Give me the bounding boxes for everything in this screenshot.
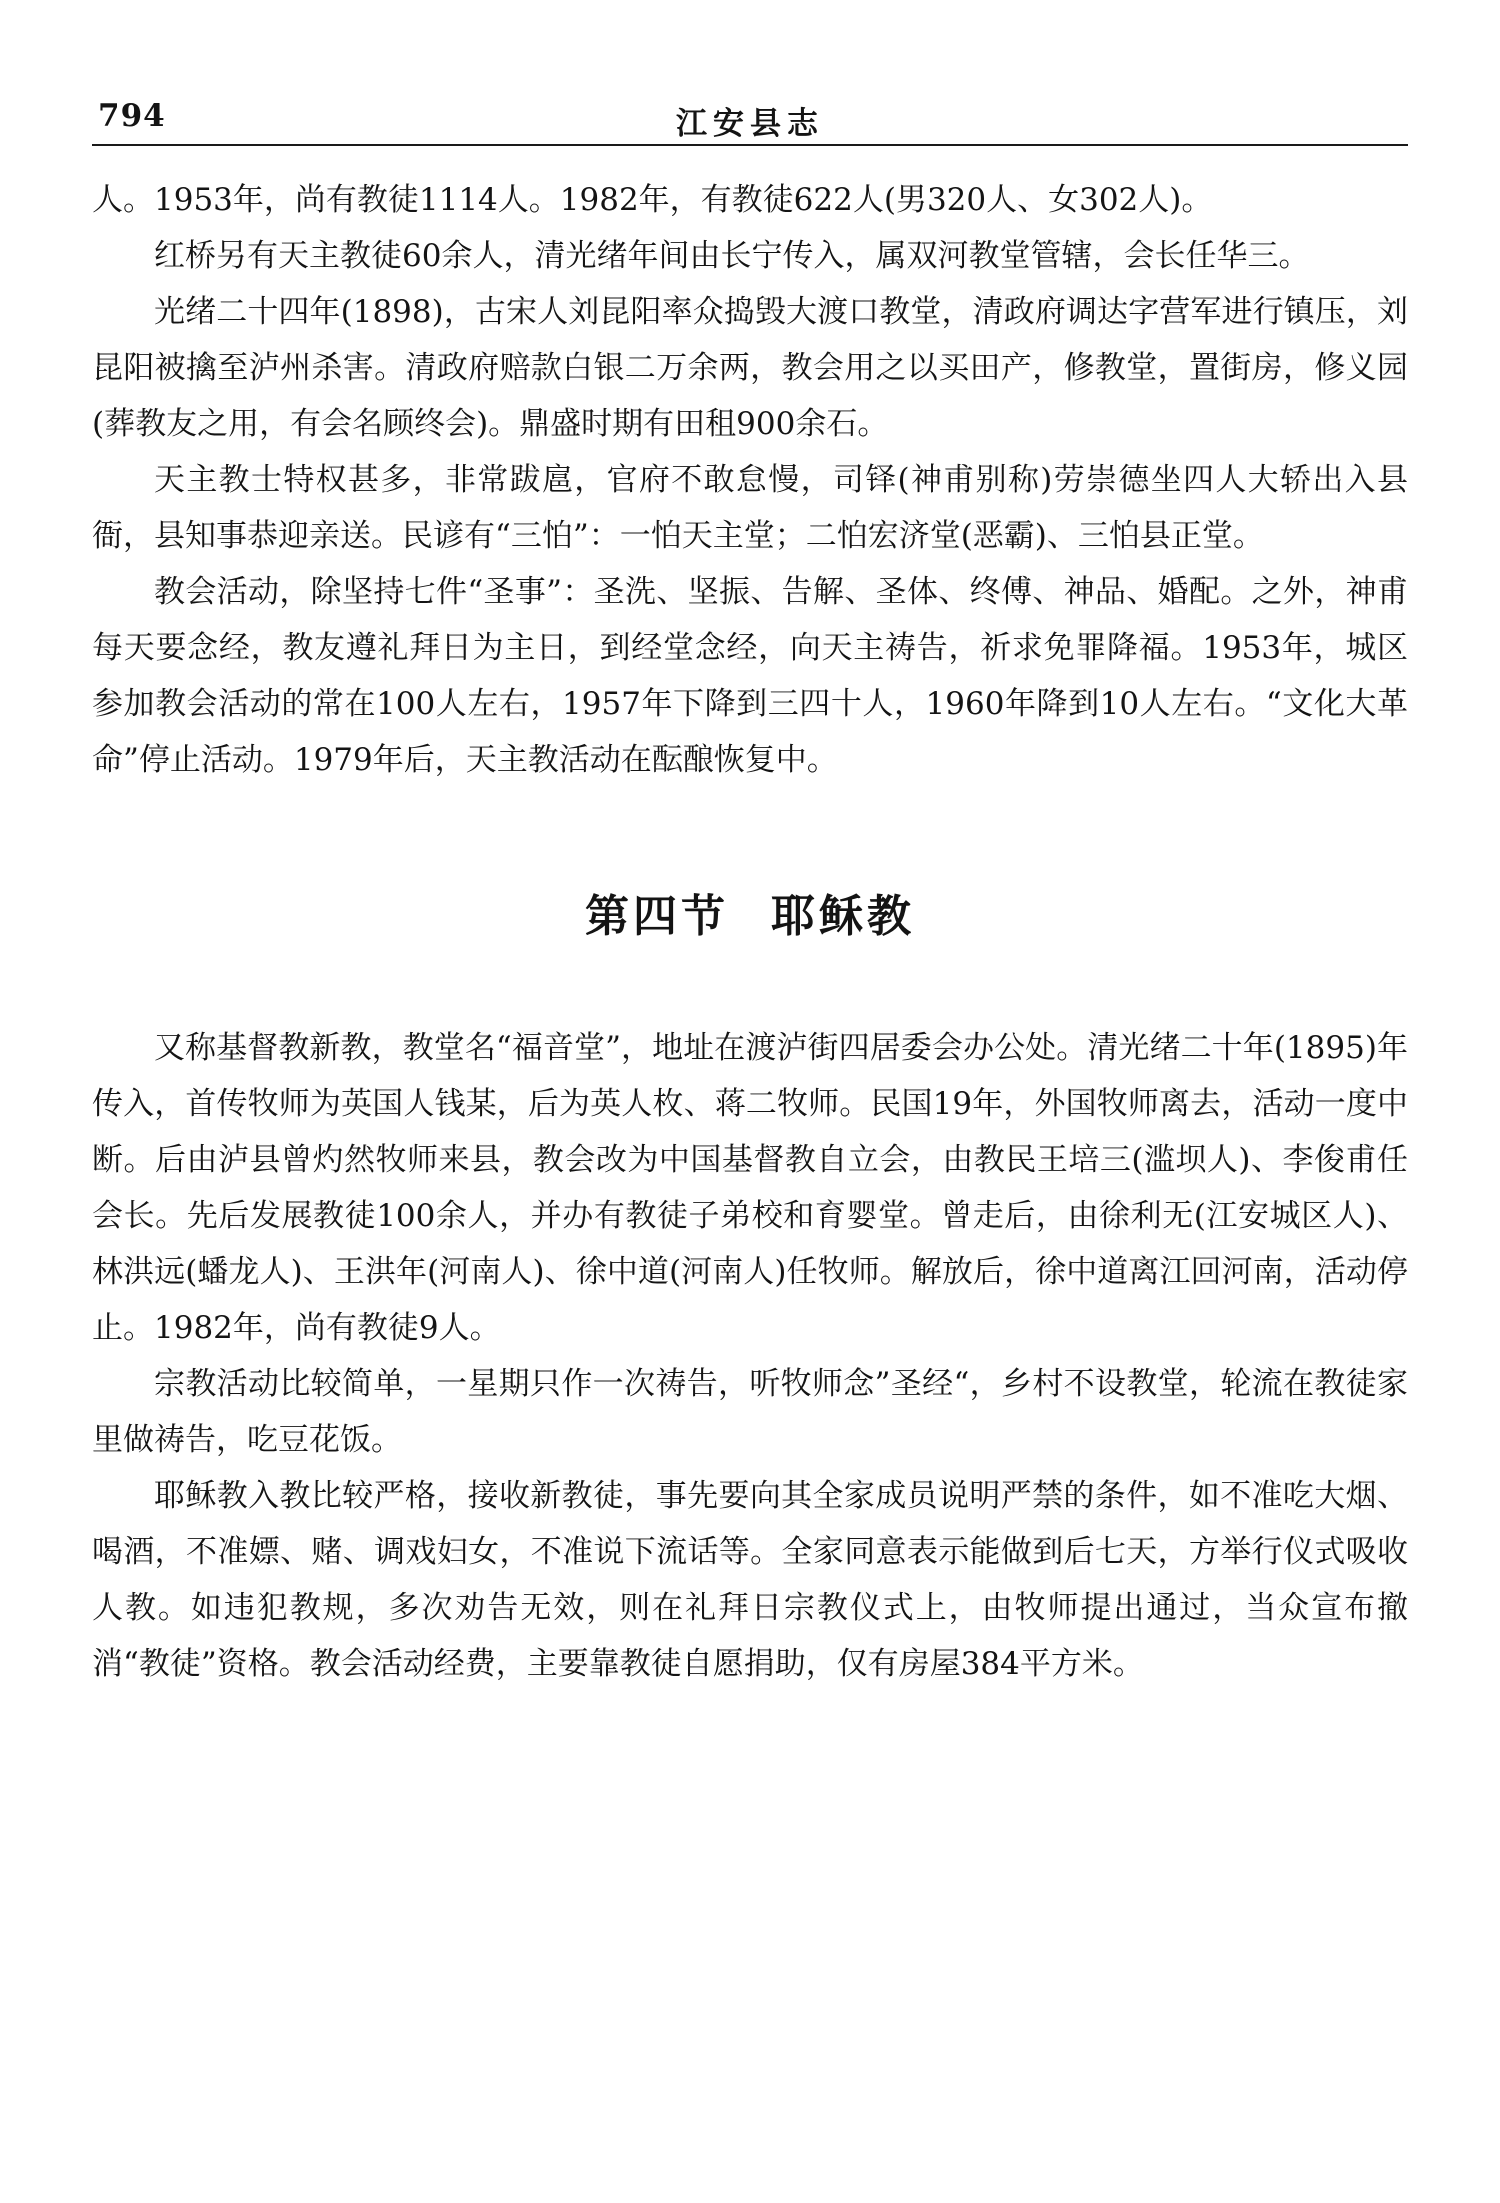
paragraph-privileges: 天主教士特权甚多，非常跋扈，官府不敢怠慢，司铎(神甫别称)劳崇德坐四人大轿出入县衙，县知事恭迎亲送。民谚有“三怕”：一怕天主堂；二怕宏济堂(恶霸)、三怕县正堂。 [92, 462, 1408, 554]
protestant-section-text [92, 1020, 1408, 1692]
paragraph-church-activities: 教会活动，除坚持七件“圣事”：圣洗、坚振、告解、圣体、终傅、神品、婚配。之外，神甫每天要念经，教友遵礼拜日为主日，到经堂念经，向天主祷告，祈求免罪降福。1953年，城区参加教会活动的常在100人左右，1957年下降到三四十人，1960年降到10人左右。“文化大革命”停止活动。1979年后，天主教活动在酝酿恢复中。 [92, 574, 1408, 778]
paragraph-membership: 耶稣教入教比较严格，接收新教徒，事先要向其全家成员说明严禁的条件，如不准吃大烟、喝酒，不准嫖、赌、调戏妇女，不准说下流话等。全家同意表示能做到后七天，方举行仪式吸收人教。如违犯教规，多次劝告无效，则在礼拜日宗教仪式上，由牧师提出通过，当众宣布撤消“教徒”资格。教会活动经费，主要靠教徒自愿捐助，仅有房屋384平方米。 [92, 1478, 1408, 1682]
page-number: 794 [98, 98, 166, 134]
paragraph-hongqiao: 红桥另有天主教徒60余人，清光绪年间由长宁传入，属双河教堂管辖，会长任华三。 [154, 238, 1310, 274]
section-number: 第四节 [585, 891, 729, 942]
section-title: 耶稣教 [771, 891, 915, 942]
header-rule [92, 144, 1408, 146]
paragraph-worship: 宗教活动比较简单，一星期只作一次祷告，听牧师念”圣经“，乡村不设教堂，轮流在教徒家里做祷告，吃豆花饭。 [92, 1366, 1408, 1458]
book-title: 江安县志 [676, 106, 824, 142]
running-header [92, 92, 1408, 146]
section-heading [92, 880, 1408, 944]
catholic-section-text [92, 172, 1408, 788]
paragraph-history: 又称基督教新教，教堂名“福音堂”，地址在渡泸街四居委会办公处。清光绪二十年(1895)年传入，首传牧师为英国人钱某，后为英人枚、蒋二牧师。民国19年，外国牧师离去，活动一度中断。后由泸县曾灼然牧师来县，教会改为中国基督教自立会，由教民王培三(滥坝人)、李俊甫任会长。先后发展教徒100余人，并办有教徒子弟校和育婴堂。曾走后，由徐利无(江安城区人)、林洪远(蟠龙人)、王洪年(河南人)、徐中道(河南人)任牧师。解放后，徐中道离江回河南，活动停止。1982年，尚有教徒9人。 [92, 1030, 1408, 1346]
paragraph-continuation: 人。1953年，尚有教徒1114人。1982年，有教徒622人(男320人、女302人)。 [92, 182, 1213, 218]
paragraph-guangxu-1898: 光绪二十四年(1898)，古宋人刘昆阳率众捣毁大渡口教堂，清政府调达字营军进行镇压，刘昆阳被擒至泸州杀害。清政府赔款白银二万余两，教会用之以买田产，修教堂，置街房，修义园(葬教友之用，有会名顾终会)。鼎盛时期有田租900余石。 [92, 294, 1408, 442]
